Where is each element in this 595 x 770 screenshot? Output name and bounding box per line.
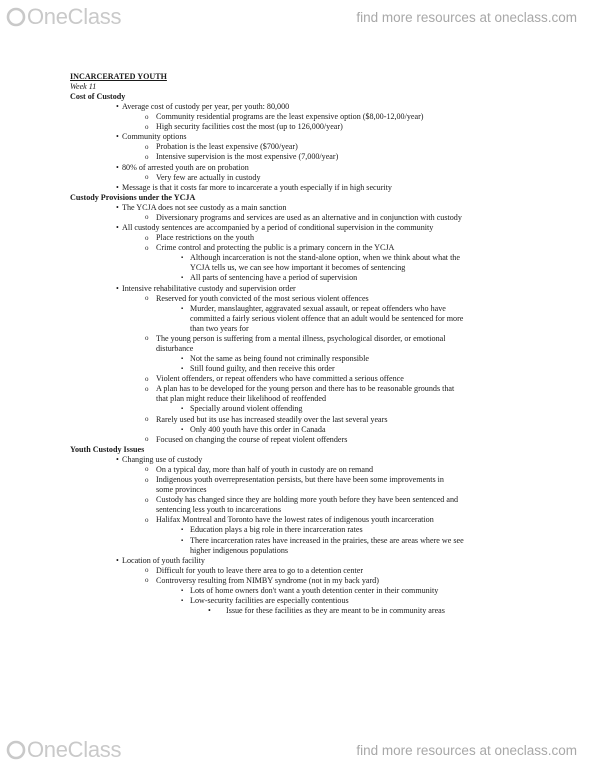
list-bullet: ▪: [181, 275, 184, 282]
list-item-text: Crime control and protecting the public is a primary concern in the YCJA: [156, 243, 395, 253]
oneclass-logo[interactable]: [6, 737, 121, 763]
page-footer: [0, 733, 595, 770]
list-bullet: •: [116, 182, 119, 192]
list-bullet: ▪: [181, 537, 184, 544]
list-item-text: Halifax Montreal and Toronto have the lowest rates of indigenous youth incarceration: [156, 515, 434, 525]
list-item-text: disturbance: [156, 344, 194, 353]
list-item-text: Place restrictions on the youth: [156, 233, 255, 243]
list-item-text: There incarceration rates have increased in the prairies, these are areas where we see: [190, 535, 464, 545]
list-bullet: •: [116, 223, 119, 233]
list-item-text: committed a fairly serious violent offence that an adult would be sentenced for more: [190, 313, 464, 323]
document-title: INCARCERATED YOUTH: [70, 72, 167, 81]
list-item-text: All parts of sentencing have a period of supervision: [190, 273, 358, 283]
section-heading: Youth Custody Issues: [70, 444, 145, 454]
list-item-text: All custody sentences are accompanied by a period of conditional supervision in the community: [122, 223, 434, 233]
list-item-text: Education plays a big role in there incarceration rates: [190, 525, 363, 535]
logo-text: OneClass: [27, 4, 122, 29]
list-bullet: o: [145, 122, 149, 131]
list-item-text: Although incarceration is not the stand-alone option, when we think about what the: [190, 253, 460, 263]
list-bullet: o: [145, 435, 149, 444]
list-item-text: A plan has to be developed for the young person and there has to be reasonable grounds that: [156, 384, 455, 394]
list-bullet: ▪: [181, 305, 184, 312]
list-item-text: Rarely used but its use has increased steadily over the last several years: [156, 414, 388, 424]
list-item-text: Intensive rehabilitative custody and supervision order: [122, 283, 296, 293]
list-bullet: ▪: [181, 527, 184, 534]
list-bullet: •: [116, 283, 119, 293]
list-item-text: Message is that it costs far more to incarcerate a youth especially if in high security: [122, 182, 392, 192]
list-item-text: Focused on changing the course of repeat violent offenders: [156, 434, 348, 444]
list-bullet: ▪: [181, 587, 184, 594]
list-bullet: •: [116, 454, 119, 464]
list-item-text: High security facilities cost the most (up to 126,000/year): [156, 122, 343, 132]
header-tagline-link[interactable]: find more resources at oneclass.com: [356, 10, 577, 25]
list-item-text: Murder, manslaughter, aggravated sexual assault, or repeat offenders who have: [190, 303, 446, 313]
list-item-text: The YCJA does not see custody as a main sanction: [122, 202, 287, 212]
list-item-text: Location of youth facility: [122, 555, 205, 565]
list-bullet: o: [145, 243, 149, 252]
list-bullet: o: [145, 374, 149, 383]
list-item-text: Lots of home owners don't want a youth detention center in their community: [190, 585, 439, 595]
list-item-text: Intensive supervision is the most expensive (7,000/year): [156, 152, 339, 162]
list-bullet: o: [145, 294, 149, 303]
list-bullet: o: [145, 213, 149, 222]
list-bullet: •: [116, 132, 119, 142]
list-item-text: Indigenous youth overrepresentation persists, but there have been some improvements in: [156, 475, 444, 485]
list-item-text: some provinces: [156, 485, 207, 495]
list-item-text: Still found guilty, and then receive this order: [190, 364, 335, 374]
list-item-text: YCJA tells us, we can see how important it becomes of sentencing: [190, 263, 406, 273]
list-bullet: o: [145, 566, 149, 575]
list-bullet: o: [145, 576, 149, 585]
page-header: [0, 0, 595, 40]
list-bullet: o: [145, 334, 149, 343]
list-bullet: •: [116, 162, 119, 172]
list-bullet: o: [145, 475, 149, 484]
oneclass-logo[interactable]: [6, 4, 121, 30]
list-bullet: o: [145, 142, 149, 151]
list-item-text: Controversy resulting from NIMBY syndrome (not in my back yard): [156, 575, 379, 585]
oneclass-logo-icon: [6, 740, 26, 760]
list-bullet: ▪: [181, 356, 184, 363]
list-bullet: o: [145, 384, 149, 393]
section-heading: Cost of Custody: [70, 92, 126, 101]
document-week: Week 11: [70, 82, 97, 91]
list-bullet: •: [116, 555, 119, 565]
list-item-text: Very few are actually in custody: [156, 172, 261, 182]
list-bullet: o: [145, 233, 149, 242]
list-item-text: Difficult for youth to leave there area to go to a detention center: [156, 565, 364, 575]
list-item-text: Specially around violent offending: [190, 404, 303, 414]
list-item-text: Not the same as being found not criminally responsible: [190, 354, 369, 364]
list-bullet: ▪: [181, 255, 184, 262]
list-item-text: Probation is the least expensive ($700/year): [156, 142, 298, 152]
list-item-text: that plan might reduce their likelihood of reoffended: [156, 394, 326, 404]
list-item-text: Diversionary programs and services are used as an alternative and in conjunction with custody: [156, 212, 462, 222]
list-item-text: sentencing less youth to incarcerations: [156, 505, 281, 515]
list-bullet: •: [116, 102, 119, 112]
list-bullet: •: [208, 606, 211, 616]
list-item-text: Changing use of custody: [122, 454, 203, 464]
list-bullet: o: [145, 415, 149, 424]
list-bullet: •: [116, 202, 119, 212]
list-item-text: Average cost of custody per year, per youth: 80,000: [122, 102, 290, 112]
list-item-text: Community residential programs are the least expensive option ($8,00-12,00/year): [156, 112, 424, 122]
list-item-text: On a typical day, more than half of youth in custody are on remand: [156, 464, 374, 474]
list-item-text: Low-security facilities are especially contentious: [190, 596, 349, 605]
list-item-text: The young person is suffering from a mental illness, psychological disorder, or emotional: [156, 333, 446, 343]
list-bullet: o: [145, 112, 149, 121]
list-item-text: higher indigenous populations: [190, 545, 289, 555]
list-item-text: 80% of arrested youth are on probation: [122, 162, 249, 172]
list-bullet: o: [145, 173, 149, 182]
list-bullet: o: [145, 465, 149, 474]
list-bullet: ▪: [181, 366, 184, 373]
list-item-text: Reserved for youth convicted of the most serious violent offences: [156, 293, 369, 303]
list-bullet: ▪: [181, 598, 184, 604]
list-item-text: than two years for: [190, 323, 249, 333]
list-bullet: o: [145, 152, 149, 161]
logo-text: OneClass: [27, 737, 122, 762]
oneclass-logo-icon: [6, 7, 26, 27]
list-item-text: Only 400 youth have this order in Canada: [190, 424, 326, 434]
list-bullet: o: [145, 495, 149, 504]
list-item-text: Violent offenders, or repeat offenders who have committed a serious offence: [156, 374, 404, 384]
list-bullet: ▪: [181, 426, 184, 433]
footer-tagline-link[interactable]: find more resources at oneclass.com: [356, 743, 577, 758]
list-bullet: ▪: [181, 406, 184, 413]
list-item-text: Community options: [122, 132, 187, 142]
list-item-text: Custody has changed since they are holding more youth before they have been sentenced and: [156, 495, 459, 505]
list-bullet: o: [145, 515, 149, 524]
section-heading: Custody Provisions under the YCJA: [70, 192, 196, 202]
list-item-text: Issue for these facilities as they are meant to be in community areas: [226, 606, 445, 616]
